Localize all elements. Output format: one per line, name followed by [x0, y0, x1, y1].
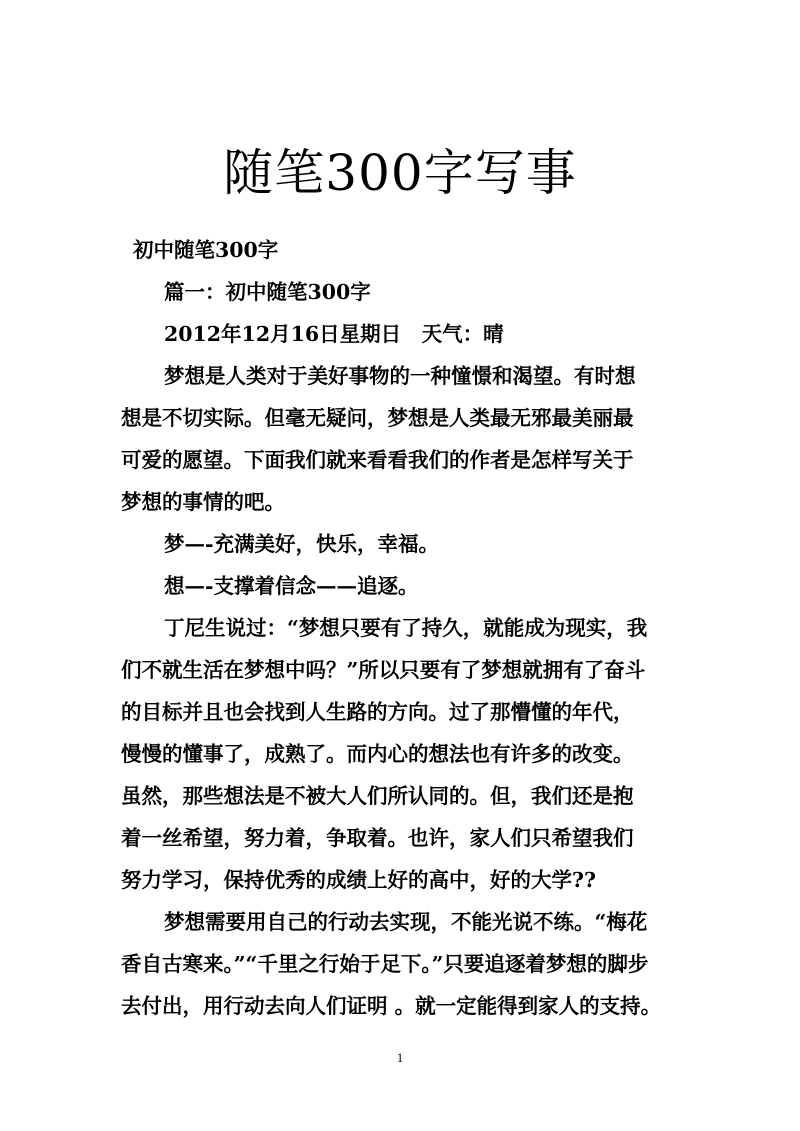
chapter-heading: 篇一：初中随笔300字: [164, 280, 371, 304]
text-line: 着一丝希望，努力着，争取着。也许，家人们只希望我们: [121, 826, 634, 850]
text-line: 香自古寒来。”“千里之行始于足下。”只要追逐着梦想的脚步: [121, 952, 649, 976]
page-number: 1: [396, 1050, 404, 1065]
text-line: 努力学习，保持优秀的成绩上好的高中，好的大学??: [121, 868, 597, 892]
date-weather-line: 2012年12月16日星期日 天气：晴: [164, 322, 504, 346]
document-body: [121, 229, 681, 1027]
text-line: 们不就生活在梦想中吗？”所以只要有了梦想就拥有了奋斗: [121, 658, 646, 682]
text-line: 想—-支撑着信念——追逐。: [164, 574, 419, 598]
text-line: 虽然，那些想法是不被大人们所认同的。但，我们还是抱: [121, 784, 634, 808]
text-line: 慢慢的懂事了，成熟了。而内心的想法也有许多的改变。: [121, 742, 634, 766]
text-line: 梦想是人类对于美好事物的一种憧憬和渴望。有时想: [164, 364, 636, 388]
text-line: 想是不切实际。但毫无疑问，梦想是人类最无邪最美丽最: [121, 406, 634, 430]
text-line: 梦想的事情的吧。: [121, 490, 285, 514]
text-line: 可爱的愿望。下面我们就来看看我们的作者是怎样写关于: [121, 448, 634, 472]
text-line: 去付出，用行动去向人们证明 。就一定能得到家人的支持。: [121, 994, 662, 1018]
paragraph-lines: [121, 355, 681, 1027]
document-title: 随笔300字写事: [223, 144, 577, 202]
text-line: 的目标并且也会找到人生路的方向。过了那懵懂的年代，: [121, 700, 634, 724]
text-line: 梦—-充满美好，快乐，幸福。: [164, 532, 440, 556]
text-line: 梦想需要用自己的行动去实现，不能光说不练。“梅花: [164, 910, 648, 934]
subtitle: 初中随笔300字: [133, 238, 279, 262]
text-line: 丁尼生说过：“梦想只要有了持久，就能成为现实，我: [164, 616, 648, 640]
